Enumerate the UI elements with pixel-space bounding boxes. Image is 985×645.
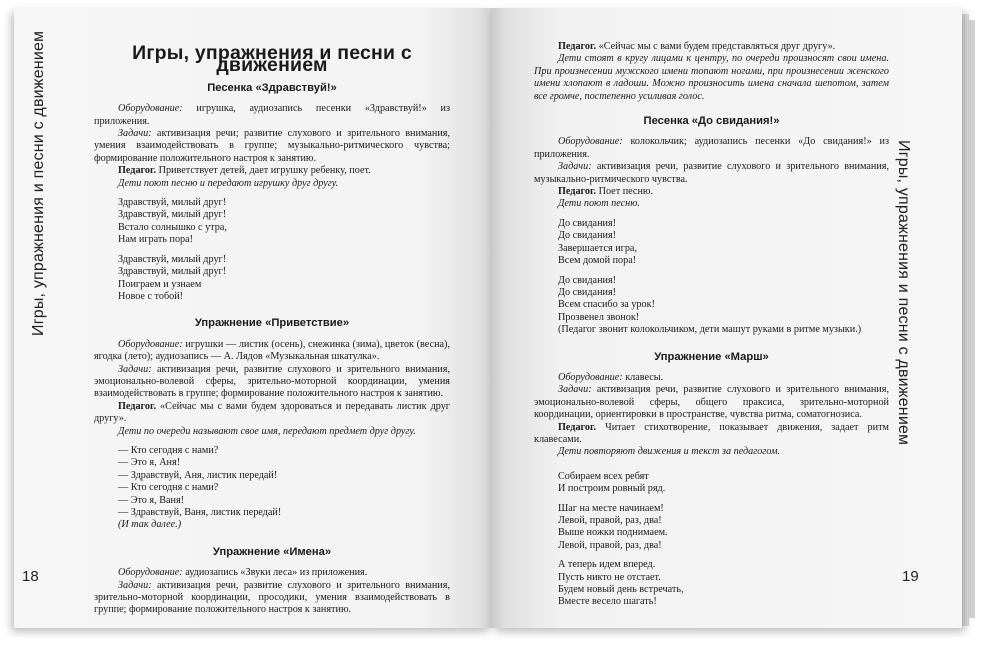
verse-line: Здравствуй, милый друг! [118, 266, 227, 278]
teacher-paragraph [94, 401, 450, 426]
teacher-label: Педагог. [558, 41, 597, 52]
equipment-text: колокольчик; аудиозапись песенки «До свидания!» из приложения. [534, 136, 889, 160]
tasks-label: Задачи: [558, 384, 592, 396]
dialog-line: — Здравствуй, Ваня, листик передай! [118, 507, 282, 518]
equipment-text: игрушки — листик (осень), снежинка (зима), цветок (весна), ягодка (лето); аудиозапись — А. Лядов «Музыкальная шкатулка». [94, 338, 450, 363]
main-title: Игры, упражнения и песни с движением [132, 42, 412, 77]
verse-line: Вместе весело шагать! [558, 596, 657, 608]
verse-line: Нам играть пора! [118, 234, 194, 246]
verse-line: Прозвенел звонок! [558, 311, 640, 323]
teacher-paragraph [94, 165, 450, 177]
equipment-label: Оборудование: [118, 103, 183, 115]
section-title-do-svidaniya: Песенка «До свидания!» [643, 115, 780, 128]
etc-note: (И так далее.) [118, 519, 182, 531]
teacher-paragraph [534, 186, 889, 198]
verse-line: А теперь идем вперед. [558, 559, 656, 571]
verse [534, 559, 889, 609]
right-content [534, 41, 889, 609]
section-title-marsh: Упражнение «Марш» [654, 350, 769, 363]
verse-line: До свидания! [558, 274, 617, 286]
equipment-label: Оборудование: [118, 567, 183, 579]
verse-note: (Педагог звонит колокольчиком, дети машут руками в ритме музыки.) [558, 324, 862, 336]
teacher-label: Педагог. [118, 165, 157, 177]
teacher-text: «Сейчас мы с вами будем представляться друг другу». [596, 41, 836, 52]
tasks-label: Задачи: [118, 579, 152, 591]
page-edges-back [969, 20, 975, 618]
verse-line: Поиграем и узнаем [118, 278, 202, 290]
dialog [94, 445, 450, 532]
kids-paragraph: Дети по очереди называют свое имя, передают предмет друг другу. [118, 425, 416, 437]
verse-line: До свидания! [558, 230, 617, 242]
equipment-paragraph [534, 372, 889, 384]
tasks-text: активизация речи, развитие слухового и зрительного внимания, зрительно-моторной координации, просодики, умения взаимодействовать в группе; формирование положительного настроя к занятию. [94, 579, 450, 616]
verse-line: Новое с тобой! [118, 290, 184, 302]
dialog-line: — Кто сегодня с нами? [118, 444, 219, 456]
tasks-paragraph [534, 161, 889, 186]
equipment-label: Оборудование: [118, 338, 183, 350]
section-title-imena: Упражнение «Имена» [212, 545, 332, 558]
tasks-text: активизация речи, развитие слухового и зрительного внимания, эмоционально-волевой сферы, зрительно-моторной координации, умения взаимодействовать в группе; формирование положительного настроя к занятию. [94, 363, 450, 400]
verse-line: Здравствуй, милый друг! [118, 197, 227, 209]
kids-paragraph: Дети повторяют движения и текст за педагогом. [558, 446, 781, 458]
section-title-zdravstvuy: Песенка «Здравствуй!» [207, 81, 337, 94]
verse-line: Пусть никто не отстает. [558, 571, 661, 583]
right-page-number: 19 [902, 568, 919, 585]
equipment-paragraph [94, 339, 450, 364]
page-edges [961, 14, 969, 626]
left-page-number: 18 [22, 568, 39, 585]
equipment-paragraph [94, 567, 450, 579]
tasks-text: активизация речи, развитие слухового и зрительного внимания, музыкально-ритмического чувства. [534, 161, 889, 185]
verse-line: До свидания! [558, 217, 617, 229]
verse-line: Собираем всех ребят [558, 470, 649, 482]
left-running-title-text: Игры, упражнения и песни с движением [30, 30, 47, 336]
verse-line: И построим ровный ряд. [558, 483, 666, 495]
dialog-line: — Это я, Ваня! [118, 494, 185, 506]
kids-paragraph: Дети поют песню. [558, 198, 640, 210]
tasks-text: активизация речи; развитие слухового и зрительного внимания, умения взаимодействовать в группе; музыкально-ритмического чувства; формирование положительного настроя к занятию. [94, 128, 450, 164]
verse [534, 503, 889, 553]
equipment-label: Оборудование: [558, 371, 623, 383]
teacher-text: Читает стихотворение, показывает движения, задает ритм клавесами. [534, 421, 889, 445]
tasks-text: активизация речи, развитие слухового и зрительного внимания, эмоционально-волевой сферы, общего праксиса, зрительно-моторной координации, ориентировки в пространстве, чувства ритма, соматогнозиса. [534, 384, 889, 421]
teacher-paragraph [534, 41, 889, 53]
verse-line: Здравствуй, милый друг! [118, 209, 227, 221]
tasks-label: Задачи: [118, 363, 152, 375]
verse-line: Всем спасибо за урок! [558, 299, 655, 311]
section-title-privetstvie: Упражнение «Приветствие» [194, 317, 350, 330]
tasks-paragraph [94, 128, 450, 165]
verse [534, 471, 889, 496]
verse [534, 275, 889, 337]
teacher-label: Педагог. [118, 400, 157, 412]
left-content [94, 42, 450, 617]
verse-line: Будем новый день встречать, [558, 584, 684, 596]
verse-line: Встало солнышко с утра, [118, 221, 227, 233]
kids-paragraph: Дети стоят в кругу лицами к центру, по очереди произносят свои имена. При произнесении мужского имени топают ногами, при произнесении женского имени хлопают в ладоши. Можно произносить имена сначала шепотом, затем все громче, постепенно усиливая голос. [534, 53, 889, 102]
kids-paragraph: Дети поют песню и передают игрушку друг другу. [118, 177, 339, 189]
verse-line: Всем домой пора! [558, 255, 637, 267]
tasks-label: Задачи: [558, 161, 592, 173]
tasks-paragraph [534, 384, 889, 421]
verse-line: Выше ножки поднимаем. [558, 527, 668, 539]
teacher-text: «Сейчас мы с вами будем здороваться и передавать листик друг другу». [94, 400, 450, 425]
tasks-label: Задачи: [118, 128, 152, 140]
verse-line: Здравствуй, милый друг! [118, 253, 227, 265]
equipment-label: Оборудование: [558, 136, 623, 148]
dialog-line: — Это я, Аня! [118, 457, 181, 469]
dialog-line: — Кто сегодня с нами? [118, 482, 219, 494]
verse [534, 218, 889, 268]
teacher-text: Поет песню. [596, 186, 654, 198]
verse-line: До свидания! [558, 286, 617, 298]
verse-line: Завершается игра, [558, 242, 638, 254]
verse-line: Левой, правой, раз, два! [558, 515, 662, 526]
verse [94, 254, 450, 304]
dialog-line: — Здравствуй, Аня, листик передай! [118, 469, 278, 481]
equipment-paragraph [534, 136, 889, 161]
teacher-paragraph [534, 422, 889, 447]
right-running-title-text: Игры, упражнения и песни с движением [895, 140, 912, 446]
verse-line: Шаг на месте начинаем! [558, 502, 664, 514]
verse-line: Левой, правой, раз, два! [558, 539, 662, 551]
equipment-text: аудиозапись «Звуки леса» из приложения. [182, 567, 368, 579]
tasks-paragraph [94, 364, 450, 401]
equipment-paragraph [94, 103, 450, 128]
teacher-text: Приветствует детей, дает игрушку ребенку, поет. [156, 165, 371, 177]
equipment-text: клавесы. [622, 371, 664, 383]
teacher-label: Педагог. [558, 186, 597, 198]
teacher-label: Педагог. [558, 421, 597, 433]
equipment-text: игрушка, аудиозапись песенки «Здравствуй!» из приложения. [94, 103, 450, 127]
verse [94, 197, 450, 247]
tasks-paragraph [94, 580, 450, 617]
